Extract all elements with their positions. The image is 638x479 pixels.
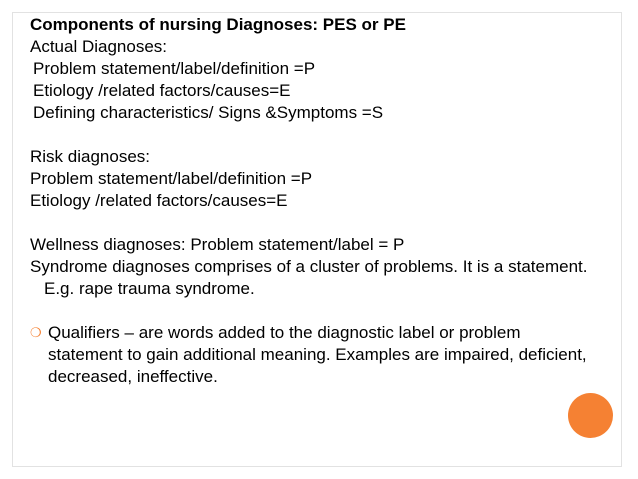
slide-title: Components of nursing Diagnoses: PES or PE <box>30 15 406 34</box>
qualifiers-bullet <box>30 322 588 388</box>
actual-item-problem: Problem statement/label/definition =P <box>33 59 316 78</box>
spacer <box>30 124 610 146</box>
risk-diagnoses-heading: Risk diagnoses: <box>30 147 151 166</box>
wellness-diagnoses: Wellness diagnoses: Problem statement/label = P <box>30 235 405 254</box>
frame-right-border <box>621 12 622 466</box>
syndrome-diagnoses: Syndrome diagnoses comprises of a cluster of problems. It is a statement. E.g. rape trauma syndrome. <box>30 257 588 298</box>
decorative-orange-circle <box>568 393 613 438</box>
actual-item-defining: Defining characteristics/ Signs &Symptoms =S <box>33 103 384 122</box>
hollow-circle-bullet-icon: ❍ <box>30 325 42 340</box>
frame-bottom-border <box>12 466 622 467</box>
frame-top-border <box>12 12 622 13</box>
actual-item-etiology: Etiology /related factors/causes=E <box>33 81 291 100</box>
qualifiers-text: Qualifiers – are words added to the diagnostic label or problem statement to gain additional meaning. Examples are impaired, deficient, decreased, ineffective. <box>48 323 587 386</box>
actual-diagnoses-heading: Actual Diagnoses: <box>30 37 168 56</box>
spacer <box>30 300 610 322</box>
frame-left-border <box>12 12 13 466</box>
spacer <box>30 212 610 234</box>
risk-item-problem: Problem statement/label/definition =P <box>30 169 313 188</box>
risk-item-etiology: Etiology /related factors/causes=E <box>30 191 288 210</box>
slide-content <box>30 14 610 388</box>
